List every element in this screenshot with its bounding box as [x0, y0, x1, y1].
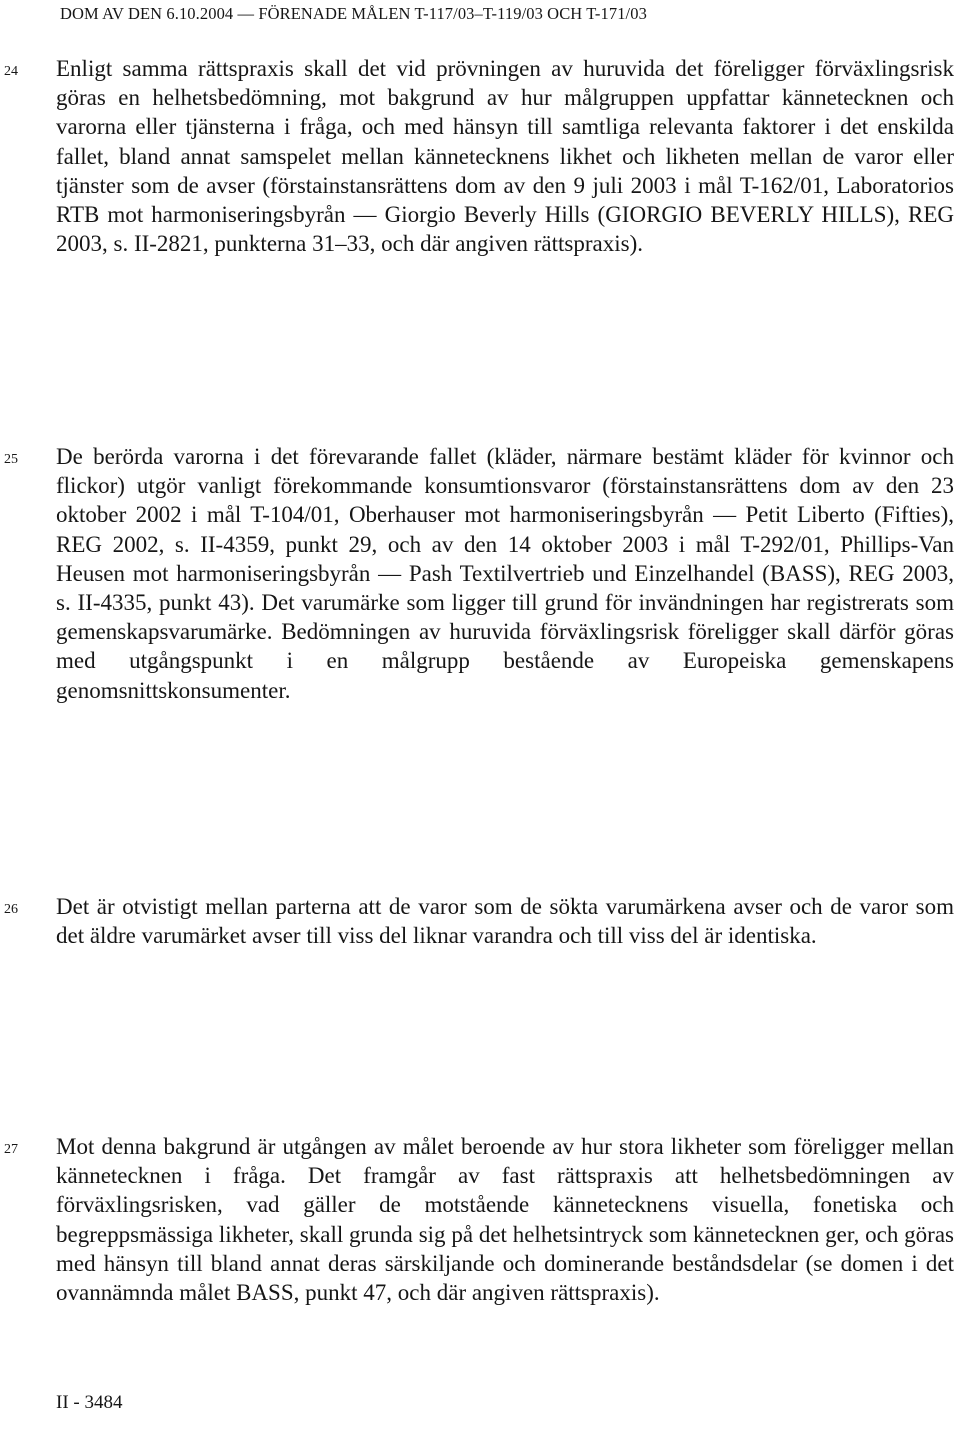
- paragraph-text: De berörda varorna i det förevarande fallet (kläder, närmare bestämt kläder för kvinnor och flickor) utgör vanligt förekommande konsumtionsvaror (förstainstansrättens dom av den 23 oktober 2002 i mål T-104/01, Oberhauser mot harmoniseringsbyrån — Petit Liberto (Fifties), REG 2002, s. II-4359, punkt 29, och av den 14 oktober 2003 i mål T-292/01, Phillips-Van Heusen mot harmoniseringsbyrån — Pash Textilvertrieb und Einzelhandel (BASS), REG 2003, s. II-4335, punkt 43). Det varumärke som ligger till grund för invändningen har registrerats som gemenskapsvarumärke. Bedömningen av huruvida förväxlingsrisk föreligger skall därför göras med utgångspunkt i en målgrupp bestående av Europeiska gemenskapens genomsnittskonsumenter.: [56, 444, 954, 703]
- paragraph-number: 26: [4, 902, 18, 917]
- page-number: II - 3484: [56, 1392, 123, 1413]
- running-header: DOM AV DEN 6.10.2004 — FÖRENADE MÅLEN T-117/03–T-119/03 OCH T-171/03: [60, 4, 647, 23]
- paragraph-text: Mot denna bakgrund är utgången av målet beroende av hur stora likheter som föreligger mellan kännetecknen i fråga. Det framgår av fast rättspraxis att helhetsbedömningen av förväxlingsrisken, vad gäller de motstående kännetecknens visuella, fonetiska och begreppsmässiga likheter, skall grunda sig på det helhetsintryck som kännetecknen ger, och göras med hänsyn till bland annat deras särskiljande och dominerande beståndsdelar (se domen i det ovannämnda målet BASS, punkt 47, och där angiven rättspraxis).: [56, 1134, 954, 1306]
- paragraph-number: 25: [4, 452, 18, 467]
- paragraph-text: Det är otvistigt mellan parterna att de varor som de sökta varumärkena avser och de varor som det äldre varumärket avser till viss del liknar varandra och till viss del är identiska.: [56, 894, 954, 949]
- paragraph-number: 24: [4, 64, 18, 79]
- paragraph-text: Enligt samma rättspraxis skall det vid prövningen av huruvida det föreligger förväxlingsrisk göras en helhetsbedömning, mot bakgrund av hur målgruppen uppfattar kännetecknen och varorna eller tjänsterna i fråga, och med hänsyn till samtliga relevanta faktorer i det enskilda fallet, bland annat samspelet mellan kännetecknens likhet och likheten mellan de varor eller tjänster som de avser (förstainstansrättens dom av den 9 juli 2003 i mål T-162/01, Laboratorios RTB mot harmoniseringsbyrån — Giorgio Beverly Hills (GIORGIO BEVERLY HILLS), REG 2003, s. II-2821, punkterna 31–33, och där angiven rättspraxis).: [56, 56, 954, 257]
- paragraph-number: 27: [4, 1142, 18, 1157]
